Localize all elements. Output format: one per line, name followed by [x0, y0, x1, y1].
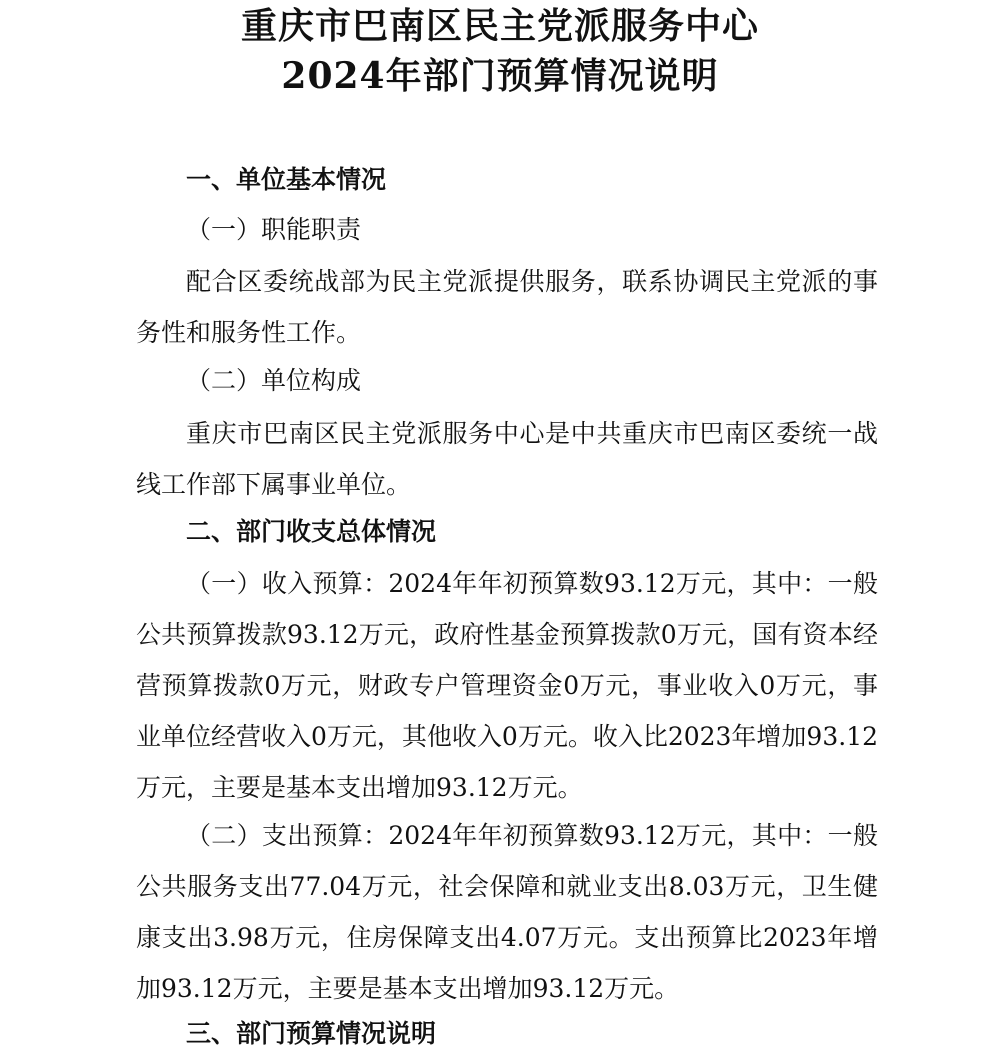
document-title-line2: 2024年部门预算情况说明 [281, 55, 719, 97]
section1-sub1-paragraph: 配合区委统战部为民主党派提供服务，联系协调民主党派的事务性和服务性工作。 [136, 267, 878, 347]
section1-heading: 一、单位基本情况 [186, 165, 387, 194]
section1-sub2-paragraph: 重庆市巴南区民主党派服务中心是中共重庆市巴南区委统一战线工作部下属事业单位。 [136, 419, 878, 499]
section2-expense-paragraph [136, 810, 878, 1014]
section1-sub1-heading: （一）职能职责 [186, 215, 362, 244]
section2-heading: 二、部门收支总体情况 [186, 517, 437, 546]
income-text: 2024年年初预算数93.12万元，其中：一般公共预算拨款93.12万元，政府性基金预算拨款0万元，国有资本经营预算拨款0万元，财政专户管理资金0万元，事业收入0万元，事业单位经营收入0万元，其他收入0万元。收入比2023年增加93.12万元，主要是基本支出增加93.12万元。 [136, 569, 879, 802]
section3-heading: 三、部门预算情况说明 [186, 1019, 437, 1048]
expense-lead: （二）支出预算： [186, 821, 389, 850]
document-title-line1: 重庆市巴南区民主党派服务中心 [240, 5, 759, 47]
expense-text: 2024年年初预算数93.12万元，其中：一般公共服务支出77.04万元，社会保障和就业支出8.03万元，卫生健康支出3.98万元，住房保障支出4.07万元。支出预算比2023年增加93.12万元，主要是基本支出增加93.12万元。 [136, 821, 878, 1003]
income-lead: （一）收入预算： [186, 569, 389, 598]
section1-sub2-heading: （二）单位构成 [186, 366, 362, 395]
section2-income-paragraph [136, 558, 878, 813]
